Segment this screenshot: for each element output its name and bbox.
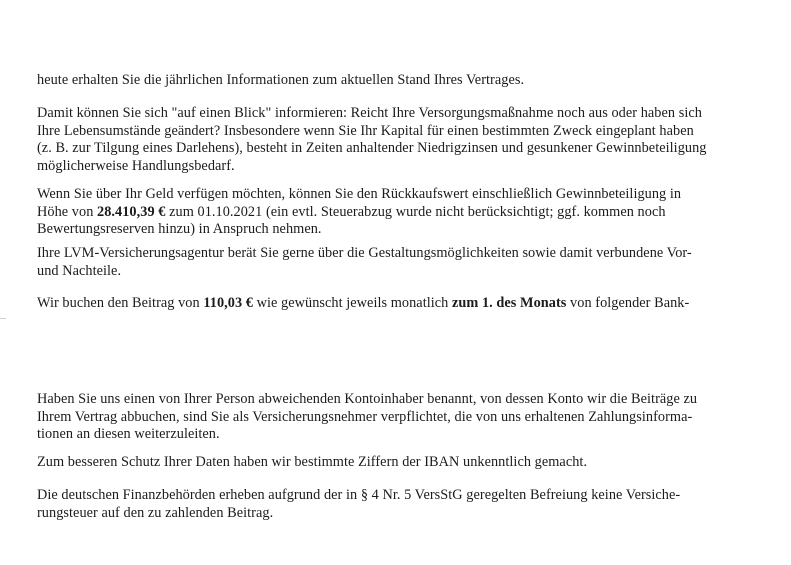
paragraph-line: möglicherweise Handlungsbedarf. (37, 157, 235, 174)
paragraph-line: Damit können Sie sich "auf einen Blick" informieren: Reicht Ihre Versorgungsmaßnahme noch aus oder haben sich (37, 105, 702, 121)
paragraph-line: Wenn Sie über Ihr Geld verfügen möchten, können Sie den Rückkaufswert einschließlich Gewinnbeteiligung in (37, 186, 682, 202)
debit-date: zum 1. des Monats (451, 295, 567, 311)
text-segment: wie gewünscht jeweils monatlich (253, 295, 452, 311)
paragraph-agency-advice (37, 245, 752, 280)
paragraph-line: rungsteuer auf den zu zahlenden Beitrag. (37, 504, 274, 521)
paragraph-line (37, 204, 752, 222)
paragraph-surrender-value (37, 186, 752, 239)
paragraph-line: (z. B. zur Tilgung eines Darlehens), besteht in Zeiten anhaltender Niedrigzinsen und gesunkener Gewinnbeteiligung (37, 140, 707, 156)
paragraph-line: Die deutschen Finanzbehörden erheben aufgrund der in § 4 Nr. 5 VersStG geregelten Befreiung keine Versiche- (37, 487, 681, 503)
paragraph-line: Ihrem Vertrag abbuchen, sind Sie als Versicherungsnehmer verpflichtet, die von uns erhaltenen Zahlungsinforma- (37, 408, 693, 425)
paragraph-premium-debit (37, 295, 752, 313)
paragraph-overview (37, 105, 752, 175)
premium-amount: 110,03 € (203, 295, 253, 311)
paragraph-account-holder (37, 391, 752, 444)
paragraph-intro (37, 72, 752, 90)
paragraph-iban-privacy (37, 454, 752, 472)
page-edge-mark (0, 318, 6, 319)
paragraph-line: Zum besseren Schutz Ihrer Daten haben wir bestimmte Ziffern der IBAN unkenntlich gemacht. (37, 454, 588, 470)
paragraph-line: Haben Sie uns einen von Ihrer Person abweichenden Kontoinhaber benannt, von dessen Konto wir die Beiträge zu (37, 391, 698, 407)
paragraph-line (37, 295, 752, 313)
paragraph-insurance-tax (37, 487, 752, 522)
paragraph-line: Bewertungsreserven hinzu) in Anspruch nehmen. (37, 221, 322, 237)
paragraph-line: tionen an diesen weiterzuleiten. (37, 426, 220, 442)
text-segment: Wir buchen den Beitrag von (37, 295, 204, 311)
paragraph-line: und Nachteile. (37, 262, 122, 279)
surrender-value-amount: 28.410,39 € (97, 203, 166, 220)
paragraph-line: Ihre Lebensumstände geändert? Insbesondere wenn Sie Ihr Kapital für einen bestimmten Zweck eingeplant haben (37, 122, 694, 139)
text-segment: von folgender Bank- (566, 295, 690, 311)
paragraph-line: heute erhalten Sie die jährlichen Informationen zum aktuellen Stand Ihres Vertrages. (37, 72, 525, 88)
text-segment: zum 01.10.2021 (ein evtl. Steuerabzug wurde nicht berücksichtigt; ggf. kommen noch (165, 203, 666, 220)
text-segment: Höhe von (37, 203, 98, 220)
paragraph-line: Ihre LVM-Versicherungsagentur berät Sie gerne über die Gestaltungsmöglichkeiten sowie damit verbundene Vor- (37, 245, 692, 261)
